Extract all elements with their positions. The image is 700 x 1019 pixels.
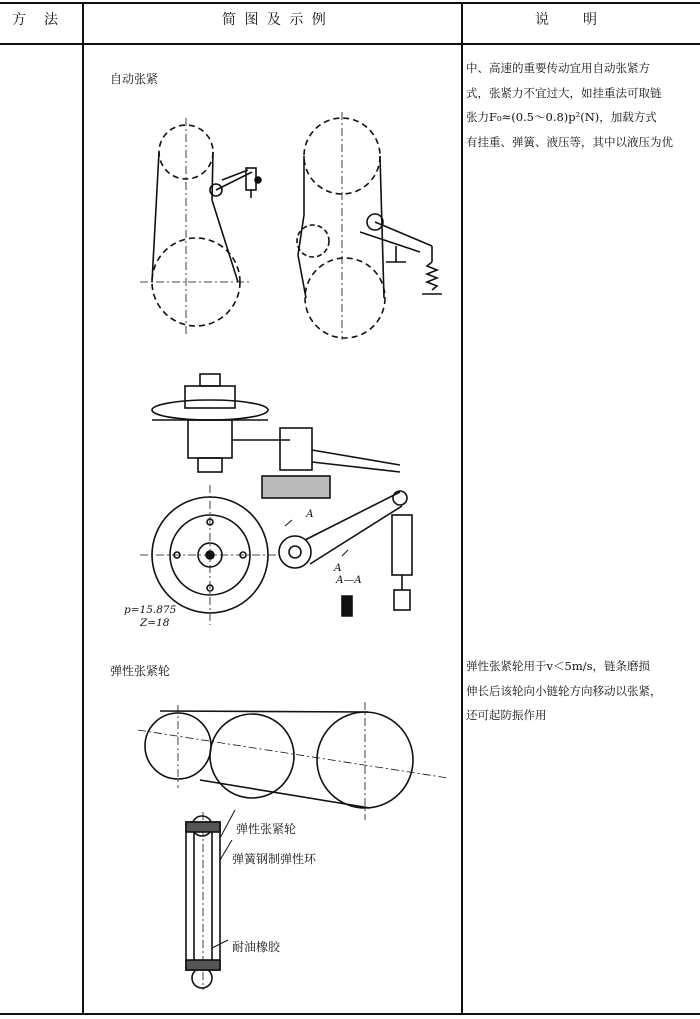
label-section-a-top: A [306, 508, 314, 520]
label-section-a-bottom: A [334, 562, 342, 574]
label-teeth: Z=18 [140, 617, 170, 629]
header-description: 说 明 [535, 12, 599, 28]
section1-title: 自动张紧 [110, 72, 159, 86]
callout-oil-resistant-rubber: 耐油橡胶 [232, 940, 281, 954]
section1-desc-line: 式，张紧力不宜过大，如挂重法可取链 [466, 85, 662, 100]
drawing-hydraulic-assembly [152, 374, 400, 498]
label-section-aa: A—A [336, 574, 362, 586]
drawing-sprocket-plan [140, 485, 412, 625]
section1-desc-line: 中、高速的重要传动宜用自动张紧方 [466, 61, 650, 75]
label-pitch: p=15.875 [124, 604, 177, 616]
drawing-vertical-drive-1 [140, 118, 261, 336]
section1-desc-line: 张力F₀≈(0.5～0.8)p²(N)，加载方式 [466, 110, 657, 124]
section2-desc-line: 还可起防振作用 [466, 708, 547, 722]
section2-desc-line: 伸长后该轮向小链轮方向移动以张紧， [466, 683, 662, 698]
header-method: 方 法 [12, 12, 60, 28]
drawing-horizontal-drive [138, 702, 448, 820]
section2-title: 弹性张紧轮 [110, 664, 171, 678]
section1-desc-line: 有挂重、弹簧、液压等，其中以液压为优 [466, 134, 673, 149]
callout-elastic-idler: 弹性张紧轮 [236, 822, 297, 836]
callout-spring-steel-ring: 弹簧钢制弹性环 [232, 852, 317, 866]
section2-desc-line: 弹性张紧轮用于v＜5m/s，链条磨损 [466, 659, 650, 673]
drawing-elastic-idler-section [186, 810, 235, 990]
header-diagram: 简 图 及 示 例 [222, 12, 328, 28]
drawing-vertical-drive-2 [297, 112, 442, 340]
